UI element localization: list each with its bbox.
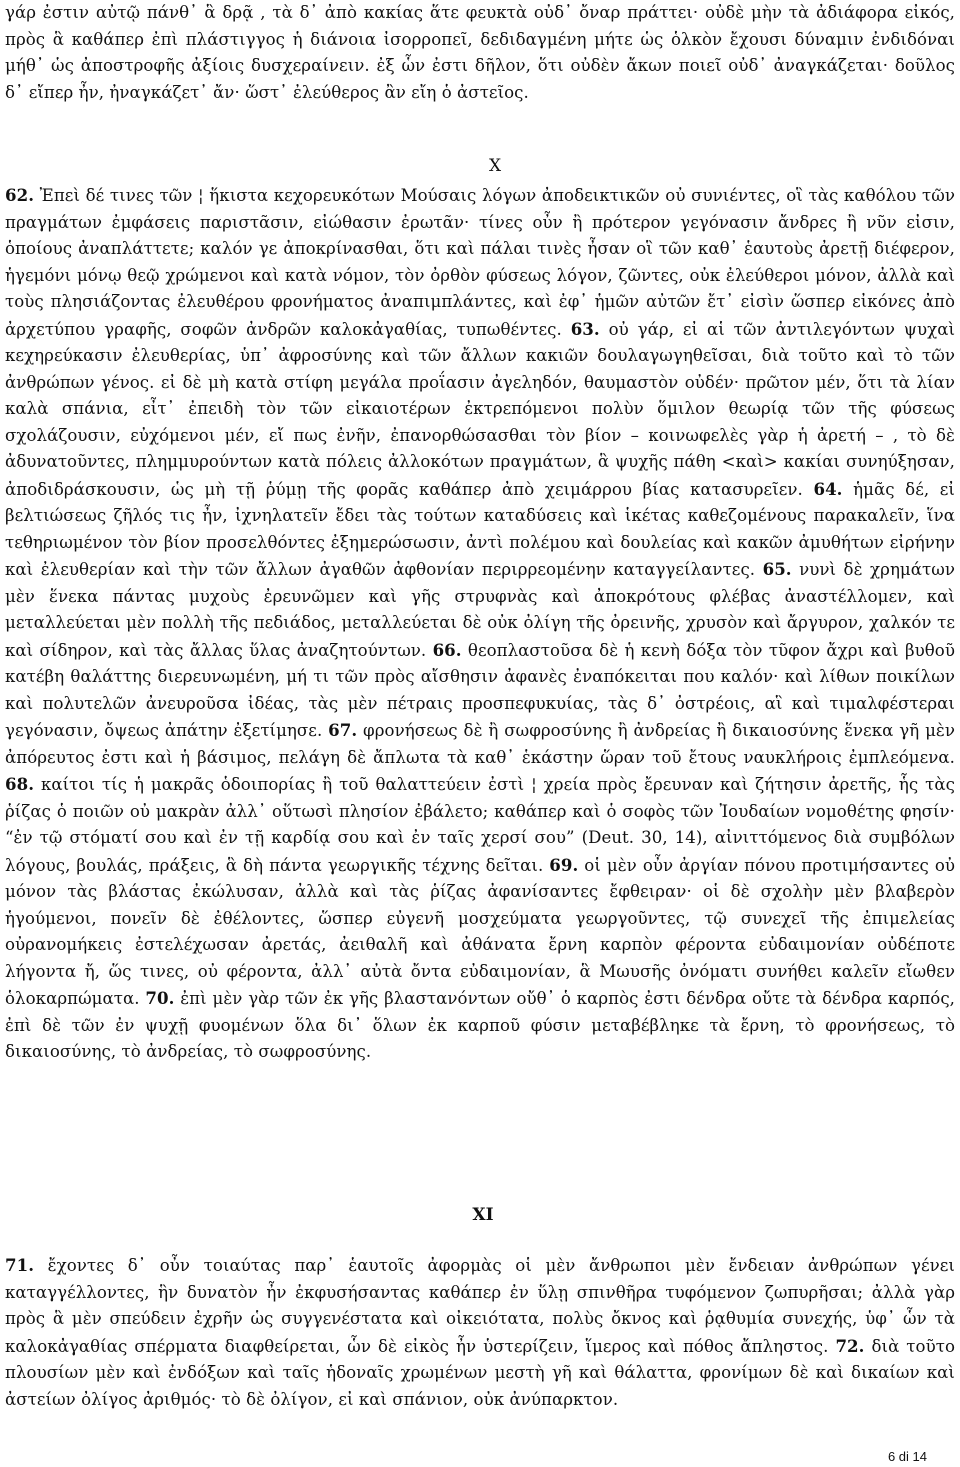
section-number: 65. [762, 559, 792, 579]
section-heading-xi: XI [472, 1205, 494, 1225]
section-heading-x: X [488, 156, 502, 176]
section-text: οἱ μὲν οὖν ἀργίαν πόνου προτιμήσαντες οὐ μόνον τὰς βλάστας ἐκώλυσαν, ἀλλὰ καὶ τὰς ῥίζας ἀφανίσαντες ἔφθειραν· οἱ δὲ σχολὴν μὲν βλαβερὸν ἡγούμενοι, πονεῖν δὲ ἐθέλοντες, ὥσπερ εὐγενῆ μοσχεύματα γεωργοῦντες, τῷ συνεχεῖ τῆς ἐπιμελείας οὐρανομήκεις ἐστελέχωσαν ἀρετάς, ἀειθαλῆ καὶ ἀθάνατα ἔρνη καρπὸν φέροντα εὐδαιμονίαν οὐδέποτε λήγοντα ἤ, ὥς τινες, οὐ φέροντα, ἀλλ᾽ αὐτὰ ὄντα εὐδαιμονίαν, ἃ Μωυσῆς ὀνόματι συνήθει καλεῖν εἴωθεν ὁλοκαρπώματα. [5, 855, 955, 1008]
section-text: Ἐπεὶ δέ τινες τῶν ¦ ἥκιστα κεχορευκότων Μούσαις λόγων ἀποδεικτικῶν οὐ συνιέντες, οἳ τὰς καθόλου τῶν πραγμάτων ἐμφάσεις παριστᾶσιν, εἰώθασιν ἐρωτᾶν· τίνες οὖν ἢ πρότερον γεγόνασιν ἄνδρες ἢ νῦν εἰσιν, ὁποίους ἀναπλάττετε; καλόν γε ἀποκρίνασθαι, ὅτι καὶ πάλαι τινὲς ἦσαν οἳ τῶν καθ᾽ ἑαυτοὺς ἀρετῇ διέφερον, ἡγεμόνι μόνῳ θεῷ χρώμενοι καὶ κατὰ νόμον, τὸν ὀρθὸν φύσεως λόγον, ζῶντες, οὐκ ἐλεύθεροι μόνον, ἀλλὰ καὶ τοὺς πλησιάζοντας ἐλευθέρου φρονήματος ἀναπιμπλάντες, καὶ ἐφ᾽ ἡμῶν αὐτῶν ἔτ᾽ εἰσὶν ὥσπερ εἰκόνες ἀπὸ ἀρχετύπου γραφῆς, σοφῶν ἀνδρῶν καλοκἀγαθίας, τυπωθέντες. [5, 186, 955, 339]
intro-text: γάρ ἐστιν αὐτῷ πάνθ᾽ ἃ δρᾷ , τὰ δ᾽ ἀπὸ κακίας ἅτε φευκτὰ οὐδ᾽ ὄναρ πράττει· οὐδὲ μὴν τὰ ἀδιάφορα εἰκός, πρὸς ἃ καθάπερ ἐπὶ πλάστιγγος ἡ διάνοια ἰσορροπεῖ, δεδιδαγμένη μήτε ὡς ὁλκὸν ἔχουσι δύναμιν ἐνδιδόναι μήθ᾽ ὡς ἀποστροφῆς ἀξίοις δυσχεραίνειν. ἐξ ὧν ἐστι δῆλον, ὅτι οὐδὲν ἄκων ποιεῖ οὐδ᾽ ἀναγκάζεται· δοῦλος δ᾽ εἴπερ ἦν, ἠναγκάζετ᾽ ἄν· ὥστ᾽ ἐλεύθερος ἂν εἴη ὁ ἀστεῖος. [5, 3, 955, 102]
section-x-paragraph [5, 182, 955, 1066]
section-number: 67. [328, 720, 358, 740]
section-text: διὰ τοῦτο πλουσίων μὲν καὶ ἐνδόξων καὶ ταῖς ἡδοναῖς χρωμένων μεστὴ γῆ καὶ θάλαττα, φρονίμων δὲ καὶ δικαίων καὶ ἀστείων ὀλίγος ἀριθμός· τὸ δὲ ὀλίγον, εἰ καὶ σπάνιον, οὐκ ἀνύπαρκτον. [5, 1336, 955, 1409]
page-number: 6 di 14 [887, 1449, 927, 1464]
section-number: 70. [145, 988, 175, 1008]
section-xi-paragraph [5, 1252, 955, 1413]
section-text: νυνὶ δὲ χρημάτων μὲν ἕνεκα πάντας μυχοὺς ἐρευνῶμεν καὶ γῆς στρυφνὰς καὶ ἀποκρότους φλέβας ἀναστέλλομεν, καὶ μεταλλεύεται μὲν πολλὴ τῆς πεδιάδος, μεταλλεύεται δὲ οὐκ ὀλίγη τῆς ὀρεινῆς, χρυσὸν καὶ ἄργυρον, χαλκόν τε καὶ σίδηρον, καὶ τὰς ἄλλας ὕλας ἀναζητούντων. [5, 560, 955, 660]
section-text: θεοπλαστοῦσα δὲ ἡ κενὴ δόξα τὸν τῦφον ἄχρι καὶ βυθοῦ κατέβη θαλάττης διερευνωμένη, μή τι τῶν πρὸς αἴσθησιν ἀφανὲς ἐναπόκειται που καλόν· καὶ λίθων ποικίλων καὶ πολυτελῶν ἀνευροῦσα ἰδέας, τὰς μὲν πέτραις προσπεφυκυίας, τὰς δ᾽ ὀστρέοις, αἳ καὶ τιμαλφέστεραι γεγόνασιν, ὄψεως ἀπάτην ἐξετίμησε. [5, 640, 955, 740]
section-text: φρονήσεως δὲ ἢ σωφροσύνης ἢ ἀνδρείας ἢ δικαιοσύνης ἕνεκα γῆ μὲν ἀπόρευτος ἐστι καὶ ἡ βάσιμος, πελάγη δὲ ἄπλωτα τὰ καθ᾽ ἑκάστην ὥραν τοῦ ἔτους ναυκλήροις ἐμπλεόμενα. [5, 721, 955, 767]
section-text: καίτοι τίς ἡ μακρᾶς ὁδοιπορίας ἢ τοῦ θαλαττεύειν ἐστὶ ¦ χρεία πρὸς ἔρευναν καὶ ζήτησιν ἀρετῆς, ἧς τὰς ῥίζας ὁ ποιῶν οὐ μακρὰν ἀλλ᾽ οὕτωσὶ πλησίον ἐβάλετο; καθάπερ καὶ ὁ σοφὸς τῶν Ἰουδαίων νομοθέτης φησίν· “ἐν τῷ στόματί σου καὶ ἐν τῇ καρδίᾳ σου καὶ ἐν ταῖς χερσί σου” (Deut. 30, 14), αἰνιττόμενος διὰ συμβόλων λόγους, βουλάς, πράξεις, ἃ δὴ πάντα γεωργικῆς τέχνης δεῖται. [5, 775, 955, 875]
section-text: ἡμᾶς δέ, εἰ βελτιώσεως ζῆλός τις ἦν, ἰχνηλατεῖν ἔδει τὰς τούτων καταδύσεις καὶ ἱκέτας καθεζομένους παρακαλεῖν, ἵνα τεθηριωμένον τὸν βίον προσελθόντες ἐξημερώσωσιν, ἀντὶ πολέμου καὶ δουλείας καὶ κακῶν ἀμυθήτων εἰρήνην καὶ ἐλευθερίαν καὶ τὴν τῶν ἄλλων ἀγαθῶν ἀφθονίαν περιρρεομένην καταγγείλαντες. [5, 479, 955, 579]
section-text: ἔχοντες δ᾽ οὖν τοιαύτας παρ᾽ ἑαυτοῖς ἀφορμὰς οἱ μὲν ἄνθρωποι μὲν ἔνδειαν ἀνθρώπων γένει καταγγέλλοντες, ἣν δυνατὸν ἦν ἐκφυσήσαντας καθάπερ ἐν ὕλῃ σπινθῆρα τυφόμενον ζωπυρῆσαι; ἀλλὰ γὰρ πρὸς ἃ μὲν σπεύδειν ἐχρῆν ὡς συγγενέστατα καὶ οἰκειότατα, πολὺς ὄκνος καὶ ῥᾳθυμία συνεχής, ὑφ᾽ ὧν τὰ καλοκἀγαθίας σπέρματα διαφθείρεται, ὧν δὲ εἰκὸς ἦν ὑστερίζειν, ἵμερος καὶ πόθος ἄπληστος. [5, 1256, 955, 1356]
section-text: ἐπὶ μὲν γὰρ τῶν ἐκ γῆς βλαστανόντων οὔθ᾽ ὁ καρπὸς ἐστι δένδρα οὔτε τὰ δένδρα καρπός, ἐπὶ δὲ τῶν ἐν ψυχῇ φυομένων ὅλα δι᾽ ὅλων ἐκ καρποῦ φύσιν μεταβέβληκε τὰ ἔρνη, τὸ φρονήσεως, τὸ δικαιοσύνης, τὸ ἀνδρείας, τὸ σωφροσύνης. [5, 989, 955, 1061]
section-number: 62. [5, 185, 35, 205]
section-number: 71. [5, 1255, 35, 1275]
intro-paragraph [5, 0, 955, 106]
section-text: οὐ γάρ, εἰ αἱ τῶν ἀντιλεγόντων ψυχαὶ κεχηρεύκασιν ἐλευθερίας, ὑπ᾽ ἀφροσύνης καὶ τῶν ἄλλων κακιῶν δουλαγωγηθεῖσαι, διὰ τοῦτο καὶ τὸ τῶν ἀνθρώπων γένος. εἰ δὲ μὴ κατὰ στίφη μεγάλα προΐασιν ἀγεληδόν, θαυμαστὸν οὐδέν· πρῶτον μέν, ὅτι τὰ λίαν καλὰ σπάνια, εἶτ᾽ ἐπειδὴ τὸν τῶν εἰκαιοτέρων ἐκτρεπόμενοι πολὺν ὅμιλον θεωρίᾳ τῶν τῆς φύσεως σχολάζουσιν, εὐχόμενοι μέν, εἴ πως ἐνῆν, ἐπανορθώσασθαι τὸν βίον – κοινωφελὲς γὰρ ἡ ἀρετή – , τὸ δὲ ἀδυνατοῦντες, πλημμυρούντων κατὰ πόλεις ἀλλοκότων πραγμάτων, ἃ ψυχῆς πάθη <καὶ> κακίαι συνηύξησαν, ἀποδιδράσκουσιν, ὡς μὴ τῇ ῥύμῃ τῆς φορᾶς καθάπερ ἀπὸ χειμάρρου βίας κατασυρεῖεν. [5, 319, 955, 499]
section-number: 68. [5, 774, 35, 794]
section-number: 63. [570, 318, 600, 339]
section-number: 72. [835, 1335, 865, 1356]
section-number: 64. [813, 478, 843, 499]
section-number: 69. [549, 854, 579, 875]
section-number: 66. [432, 639, 462, 660]
